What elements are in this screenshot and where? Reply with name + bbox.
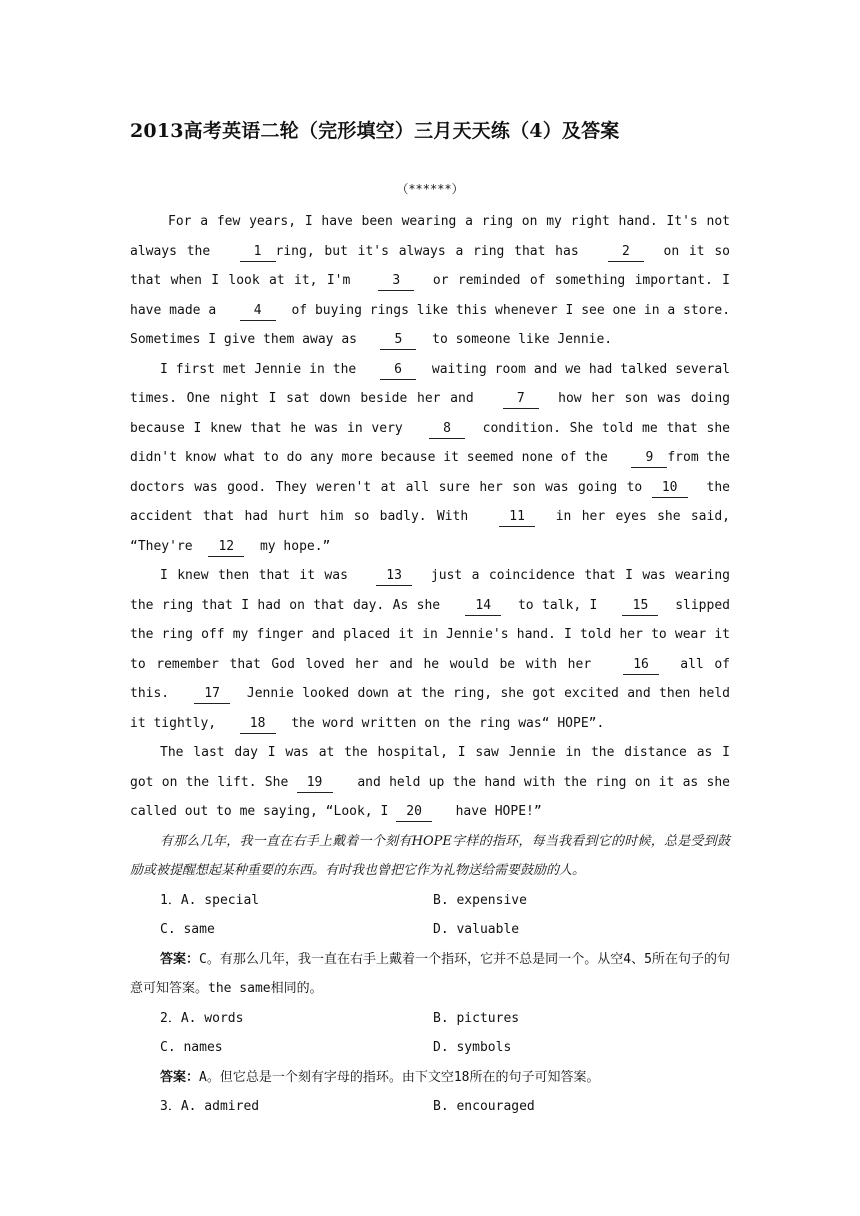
passage-paragraph-1: For a few years, I have been wearing a ring on my right hand. It's not always the 1 ring, but it's always a ring that has 2 on it so that when I look at it, I'm 3 or reminded of something important. I have made a 4 of buying rings like this whenever I see one in a store. Sometimes I give them away as 5 to someone like Jennie. (130, 207, 730, 355)
option-2d[interactable]: D. symbols (433, 1040, 512, 1055)
passage-paragraph-2: I first met Jennie in the 6 waiting room and we had talked several times. One night I sat down beside her and 7 how her son was doing because I knew that he was in very 8 condition. She told me that she didn't know what to do any more because it seemed none of the 9 from the doctors was good. They weren't at all sure her son was going to 10 the accident that had hurt him so badly. With 11 in her eyes she said, “They're 12 my hope.” (130, 355, 730, 562)
option-3b[interactable]: B. encouraged (433, 1099, 535, 1114)
blank-7[interactable]: 7 (503, 390, 539, 409)
blank-1[interactable]: 1 (240, 243, 276, 262)
option-2a[interactable]: 2．A. words (160, 1010, 244, 1026)
option-1d[interactable]: D. valuable (433, 922, 520, 937)
question-2-options-row-2 (130, 1033, 730, 1063)
blank-15[interactable]: 15 (622, 597, 658, 616)
blank-17[interactable]: 17 (194, 685, 230, 704)
option-2b[interactable]: B. pictures (433, 1010, 520, 1026)
question-1-options-row-2 (130, 915, 730, 945)
document-title: 2013高考英语二轮（完形填空）三月天天练（4）及答案 (130, 120, 620, 142)
option-1a[interactable]: 1．A. special (160, 892, 260, 908)
blank-19[interactable]: 19 (297, 774, 333, 793)
passage-paragraph-3: I knew then that it was 13 just a coincidence that I was wearing the ring that I had on that day. As she 14 to talk, I 15 slipped the ring off my finger and placed it in Jennie's hand. I told her to wear it to remember that God loved her and he would be with her 16 all of this. 17 Jennie looked down at the ring, she got excited and then held it tightly, 18 the word written on the ring was“ HOPE”. (130, 561, 730, 738)
answer-2: 答案：A。但它总是一个刻有字母的指环。由下文空18所在的句子可知答案。 (160, 1069, 600, 1085)
option-1b[interactable]: B. expensive (433, 892, 527, 908)
blank-13[interactable]: 13 (376, 567, 412, 586)
document-body (130, 207, 730, 1122)
blank-16[interactable]: 16 (623, 656, 659, 675)
blank-14[interactable]: 14 (465, 597, 501, 616)
blank-8[interactable]: 8 (429, 420, 465, 439)
blank-11[interactable]: 11 (499, 508, 535, 527)
blank-6[interactable]: 6 (380, 361, 416, 380)
answer-1: 答案：C。有那么几年，我一直在右手上戴着一个指环，它并不总是同一个。从空4、5所在句子的句意可知答案。the same相同的。 (130, 951, 730, 996)
blank-20[interactable]: 20 (396, 803, 432, 822)
blank-10[interactable]: 10 (652, 479, 688, 498)
chinese-summary: 有那么几年，我一直在右手上戴着一个刻有HOPE字样的指环，每当我看到它的时候，总是受到鼓励或被提醒想起某种重要的东西。有时我也曾把它作为礼物送给需要鼓励的人。 (130, 833, 730, 878)
option-2c[interactable]: C. names (160, 1040, 223, 1055)
blank-12[interactable]: 12 (208, 538, 244, 557)
option-1c[interactable]: C. same (160, 922, 215, 937)
answer-label: 答案： (160, 951, 200, 967)
blank-2[interactable]: 2 (608, 243, 644, 262)
question-1-options-row-1 (130, 886, 730, 916)
answer-label: 答案： (160, 1069, 200, 1085)
question-3-options-row-1 (130, 1092, 730, 1122)
option-3a[interactable]: 3．A. admired (160, 1099, 260, 1114)
question-2-options-row-1 (130, 1004, 730, 1034)
blank-9[interactable]: 9 (631, 449, 667, 468)
source-marker: （******） (396, 182, 464, 196)
blank-18[interactable]: 18 (240, 715, 276, 734)
blank-5[interactable]: 5 (380, 331, 416, 350)
passage-paragraph-4: The last day I was at the hospital, I saw Jennie in the distance as I got on the lift. She 19 and held up the hand with the ring on it as she called out to me saying, “Look, I 20 have HOPE!” (130, 738, 730, 827)
blank-3[interactable]: 3 (378, 272, 414, 291)
blank-4[interactable]: 4 (240, 302, 276, 321)
